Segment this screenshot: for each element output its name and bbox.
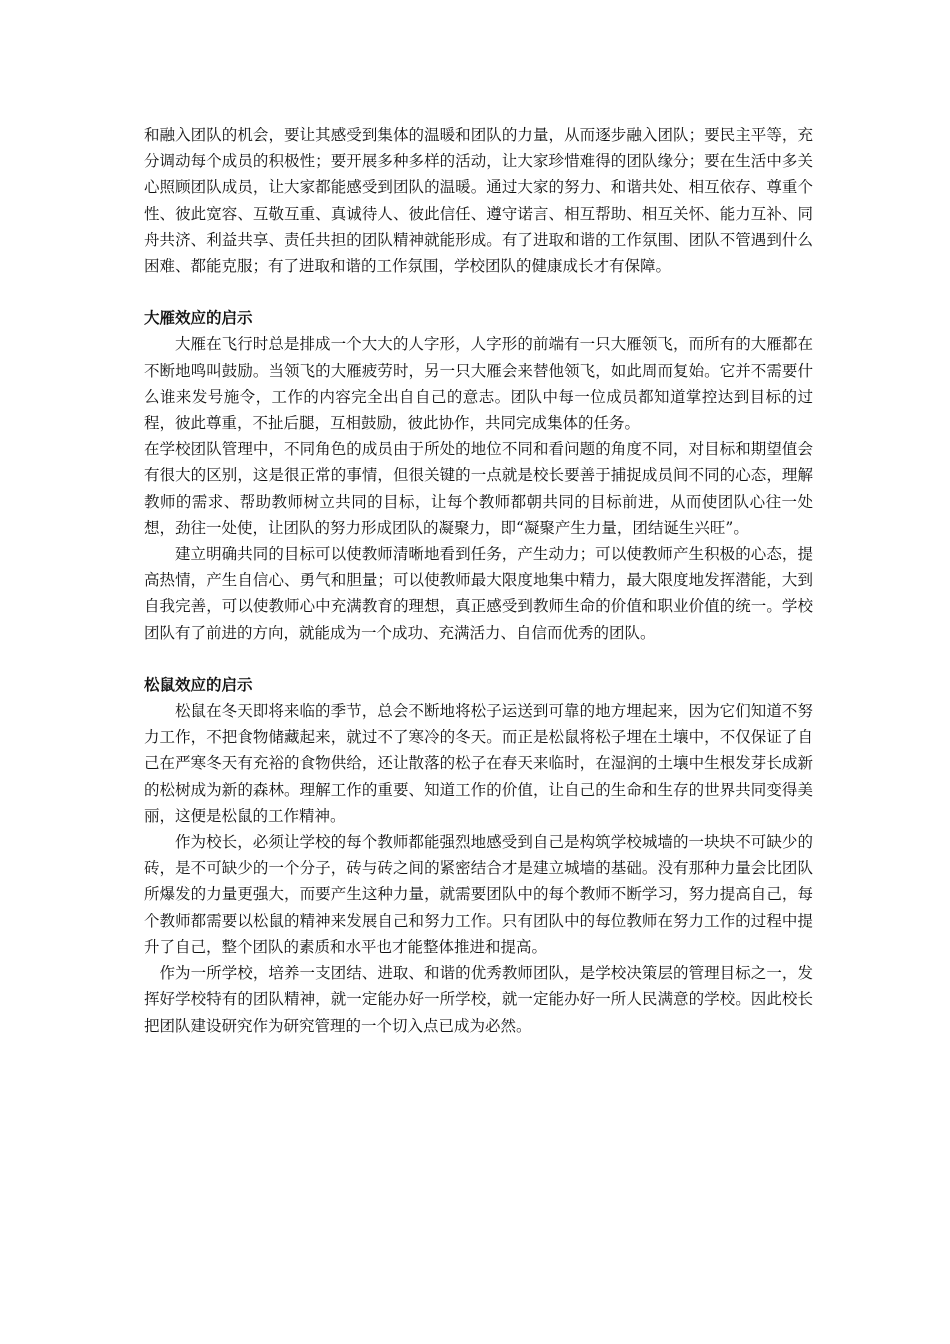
- section-heading-geese: 大雁效应的启示: [144, 309, 253, 328]
- geese-paragraph-3: 建立明确共同的目标可以使教师清晰地看到任务，产生动力；可以使教师产生积极的心态，提高热情，产生自信心、勇气和胆量；可以使教师最大限度地集中精力，最大限度地发挥潜能，大到自我完善，可以使教师心中充满教育的理想，真正感受到教师生命的价值和职业价值的统一。学校团队有了前进的方向，就能成为一个成功、充满活力、自信而优秀的团队。: [144, 545, 813, 642]
- section-spacer: [144, 279, 813, 305]
- section-heading-squirrel: 松鼠效应的启示: [144, 675, 253, 694]
- geese-paragraph-2: 在学校团队管理中，不同角色的成员由于所处的地位不同和看问题的角度不同，对目标和期望值会有很大的区别，这是很正常的事情，但很关键的一点就是校长要善于捕捉成员间不同的心态，理解教师的需求、帮助教师树立共同的目标，让每个教师都朝共同的目标前进，从而使团队心往一处想，劲往一处使，让团队的努力形成团队的凝聚力，即“凝聚产生力量，团结诞生兴旺”。: [144, 440, 813, 537]
- intro-paragraph: 和融入团队的机会，要让其感受到集体的温暖和团队的力量，从而逐步融入团队；要民主平等，充分调动每个成员的积极性；要开展多种多样的活动，让大家珍惜难得的团队缘分；要在生活中多关心照顾团队成员，让大家都能感受到团队的温暖。通过大家的努力、和谐共处、相互依存、尊重个性、彼此宽容、互敬互重、真诚待人、彼此信任、遵守诺言、相互帮助、相互关怀、能力互补、同舟共济、利益共享、责任共担的团队精神就能形成。有了进取和谐的工作氛围、团队不管遇到什么困难、都能克服；有了进取和谐的工作氛围，学校团队的健康成长才有保障。: [144, 126, 813, 276]
- document-page: [144, 122, 813, 1039]
- squirrel-paragraph-3: 作为一所学校，培养一支团结、进取、和谐的优秀教师团队，是学校决策层的管理目标之一，发挥好学校特有的团队精神，就一定能办好一所学校，就一定能办好一所人民满意的学校。因此校长把团队建设研究作为研究管理的一个切入点已成为必然。: [144, 964, 813, 1035]
- section-spacer: [144, 646, 813, 672]
- geese-paragraph-1: 大雁在飞行时总是排成一个大大的人字形，人字形的前端有一只大雁领飞，而所有的大雁都在不断地鸣叫鼓励。当领飞的大雁疲劳时，另一只大雁会来替他领飞，如此周而复始。它并不需要什么谁来发号施令，工作的内容完全出自自己的意志。团队中每一位成员都知道掌控达到目标的过程，彼此尊重，不扯后腿，互相鼓励，彼此协作，共同完成集体的任务。: [144, 335, 813, 433]
- squirrel-paragraph-2: 作为校长，必须让学校的每个教师都能强烈地感受到自己是构筑学校城墙的一块块不可缺少的砖，是不可缺少的一个分子，砖与砖之间的紧密结合才是建立城墙的基础。没有那种力量会比团队所爆发的力量更强大，而要产生这种力量，就需要团队中的每个教师不断学习，努力提高自己，每个教师都需要以松鼠的精神来发展自己和努力工作。只有团队中的每位教师在努力工作的过程中提升了自己，整个团队的素质和水平也才能整体推进和提高。: [144, 833, 813, 956]
- squirrel-paragraph-1: 松鼠在冬天即将来临的季节，总会不断地将松子运送到可靠的地方埋起来，因为它们知道不努力工作，不把食物储藏起来，就过不了寒冷的冬天。而正是松鼠将松子埋在土壤中，不仅保证了自己在严寒冬天有充裕的食物供给，还让散落的松子在春天来临时，在湿润的土壤中生根发芽长成新的松树成为新的森林。理解工作的重要、知道工作的价值，让自己的生命和生存的世界共同变得美丽，这便是松鼠的工作精神。: [144, 702, 813, 825]
